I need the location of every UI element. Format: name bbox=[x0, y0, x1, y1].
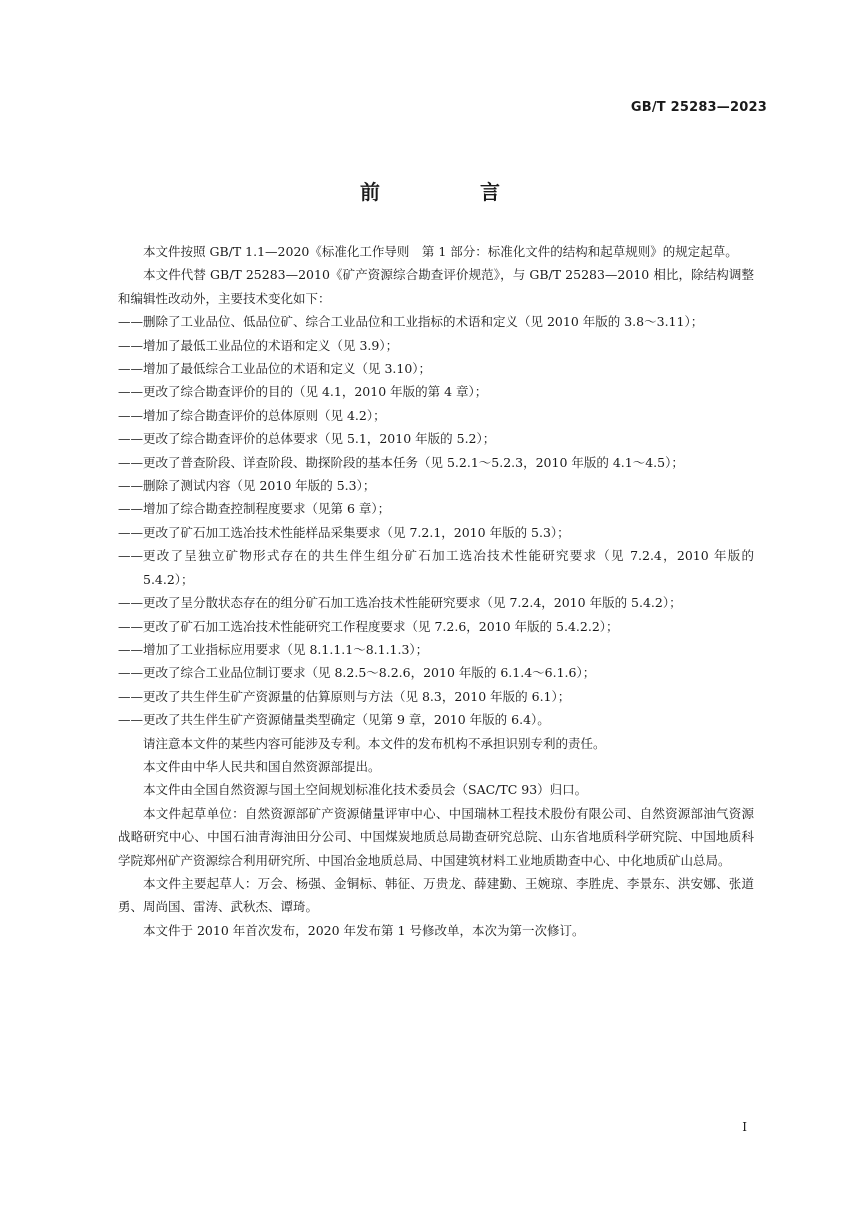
dash-mark: —— bbox=[118, 384, 143, 400]
paragraph-committee: 本文件由全国自然资源与国土空间规划标准化技术委员会（SAC/TC 93）归口。 bbox=[143, 782, 588, 798]
list-item-text: 更改了普查阶段、详查阶段、勘探阶段的基本任务（见 5.2.1～5.2.3，2010 年版的 4.1～4.5）； bbox=[143, 454, 684, 470]
dash-mark: —— bbox=[118, 407, 143, 423]
list-item-text: 更改了呈分散状态存在的组分矿石加工选冶技术性能研究要求（见 7.2.4，2010 年版的 5.4.2）； bbox=[143, 595, 682, 611]
paragraph-drafting-units: 本文件起草单位：自然资源部矿产资源储量评审中心、中国瑞林工程技术股份有限公司、自然资源部油气资源战略研究中心、中国石油青海油田分公司、中国煤炭地质总局勘查研究总院、山东省地质科学研究院、中国地质科学院郑州矿产资源综合利用研究所、中国冶金地质总局、中国建筑材料工业地质勘查中心、中化地质矿山总局。 bbox=[118, 805, 754, 868]
dash-mark: —— bbox=[118, 712, 143, 728]
list-item bbox=[118, 427, 754, 450]
dash-mark: —— bbox=[118, 431, 143, 447]
paragraph-history: 本文件于 2010 年首次发布，2020 年发布第 1 号修改单，本次为第一次修订。 bbox=[143, 922, 585, 938]
list-item-text: 增加了工业指标应用要求（见 8.1.1.1～8.1.1.3）； bbox=[143, 641, 429, 657]
list-item bbox=[118, 474, 754, 497]
list-item bbox=[118, 661, 754, 684]
paragraph-replacement: 本文件代替 GB/T 25283—2010《矿产资源综合勘查评价规范》，与 GB/T 25283—2010 相比，除结构调整和编辑性改动外，主要技术变化如下： bbox=[118, 267, 754, 306]
page-number: I bbox=[742, 1120, 747, 1134]
paragraph-proposer: 本文件由中华人民共和国自然资源部提出。 bbox=[143, 758, 381, 774]
dash-mark: —— bbox=[118, 618, 143, 634]
list-item bbox=[118, 708, 754, 731]
dash-mark: —— bbox=[118, 501, 143, 517]
list-item bbox=[118, 638, 754, 661]
list-item-text: 更改了呈独立矿物形式存在的共生伴生组分矿石加工选冶技术性能研究要求（见 7.2.4，2010 年版的 5.4.2）； bbox=[143, 548, 754, 587]
list-item bbox=[118, 310, 754, 333]
list-item-text: 更改了综合勘查评价的目的（见 4.1，2010 年版的第 4 章）； bbox=[143, 384, 488, 400]
list-item-text: 增加了综合勘查评价的总体原则（见 4.2）； bbox=[143, 407, 386, 423]
list-item-text: 增加了综合勘查控制程度要求（见第 6 章）； bbox=[143, 501, 391, 517]
list-item-text: 更改了综合勘查评价的总体要求（见 5.1，2010 年版的 5.2）； bbox=[143, 431, 496, 447]
paragraph-drafters: 本文件主要起草人：万会、杨强、金铜标、韩征、万贵龙、薛建勤、王婉琼、李胜虎、李景东、洪安娜、张道勇、周尚国、雷涛、武秋杰、谭琦。 bbox=[118, 875, 754, 915]
list-item bbox=[118, 685, 754, 708]
list-item bbox=[118, 357, 754, 380]
dash-mark: —— bbox=[118, 524, 143, 540]
standard-number: GB/T 25283—2023 bbox=[630, 100, 767, 115]
list-item-text: 增加了最低综合工业品位的术语和定义（见 3.10）； bbox=[143, 361, 432, 377]
list-item-text: 删除了工业品位、低品位矿、综合工业品位和工业指标的术语和定义（见 2010 年版的 3.8～3.11）； bbox=[143, 314, 704, 330]
changes-list bbox=[118, 310, 754, 731]
dash-mark: —— bbox=[118, 314, 143, 330]
list-item bbox=[118, 544, 754, 591]
list-item bbox=[118, 334, 754, 357]
dash-mark: —— bbox=[118, 641, 143, 657]
list-item bbox=[118, 591, 754, 614]
dash-mark: —— bbox=[118, 665, 143, 681]
list-item bbox=[118, 451, 754, 474]
foreword-body bbox=[118, 240, 754, 942]
list-item-text: 更改了共生伴生矿产资源储量类型确定（见第 9 章，2010 年版的 6.4）。 bbox=[143, 712, 550, 728]
list-item-text: 更改了矿石加工选冶技术性能样品采集要求（见 7.2.1，2010 年版的 5.3）； bbox=[143, 524, 570, 540]
dash-mark: —— bbox=[118, 595, 143, 611]
list-item-text: 增加了最低工业品位的术语和定义（见 3.9）； bbox=[143, 337, 399, 353]
dash-mark: —— bbox=[118, 361, 143, 377]
paragraph-patent-notice: 请注意本文件的某些内容可能涉及专利。本文件的发布机构不承担识别专利的责任。 bbox=[143, 735, 606, 751]
list-item bbox=[118, 404, 754, 427]
list-item-text: 更改了共生伴生矿产资源量的估算原则与方法（见 8.3，2010 年版的 6.1）； bbox=[143, 688, 571, 704]
list-item bbox=[118, 521, 754, 544]
list-item-text: 更改了综合工业品位制订要求（见 8.2.5～8.2.6，2010 年版的 6.1.4～6.1.6）； bbox=[143, 665, 596, 681]
dash-mark: —— bbox=[118, 478, 143, 494]
page-title: 前 言 bbox=[360, 180, 540, 204]
list-item-text: 删除了测试内容（见 2010 年版的 5.3）； bbox=[143, 478, 376, 494]
dash-mark: —— bbox=[118, 454, 143, 470]
dash-mark: —— bbox=[118, 337, 143, 353]
dash-mark: —— bbox=[118, 688, 143, 704]
list-item-text: 更改了矿石加工选冶技术性能研究工作程度要求（见 7.2.6，2010 年版的 5.4.2.2）； bbox=[143, 618, 619, 634]
dash-mark: —— bbox=[118, 548, 143, 564]
list-item bbox=[118, 615, 754, 638]
list-item bbox=[118, 497, 754, 520]
list-item bbox=[118, 380, 754, 403]
paragraph-drafting-basis: 本文件按照 GB/T 1.1—2020《标准化工作导则 第 1 部分：标准化文件的结构和起草规则》的规定起草。 bbox=[143, 244, 738, 259]
